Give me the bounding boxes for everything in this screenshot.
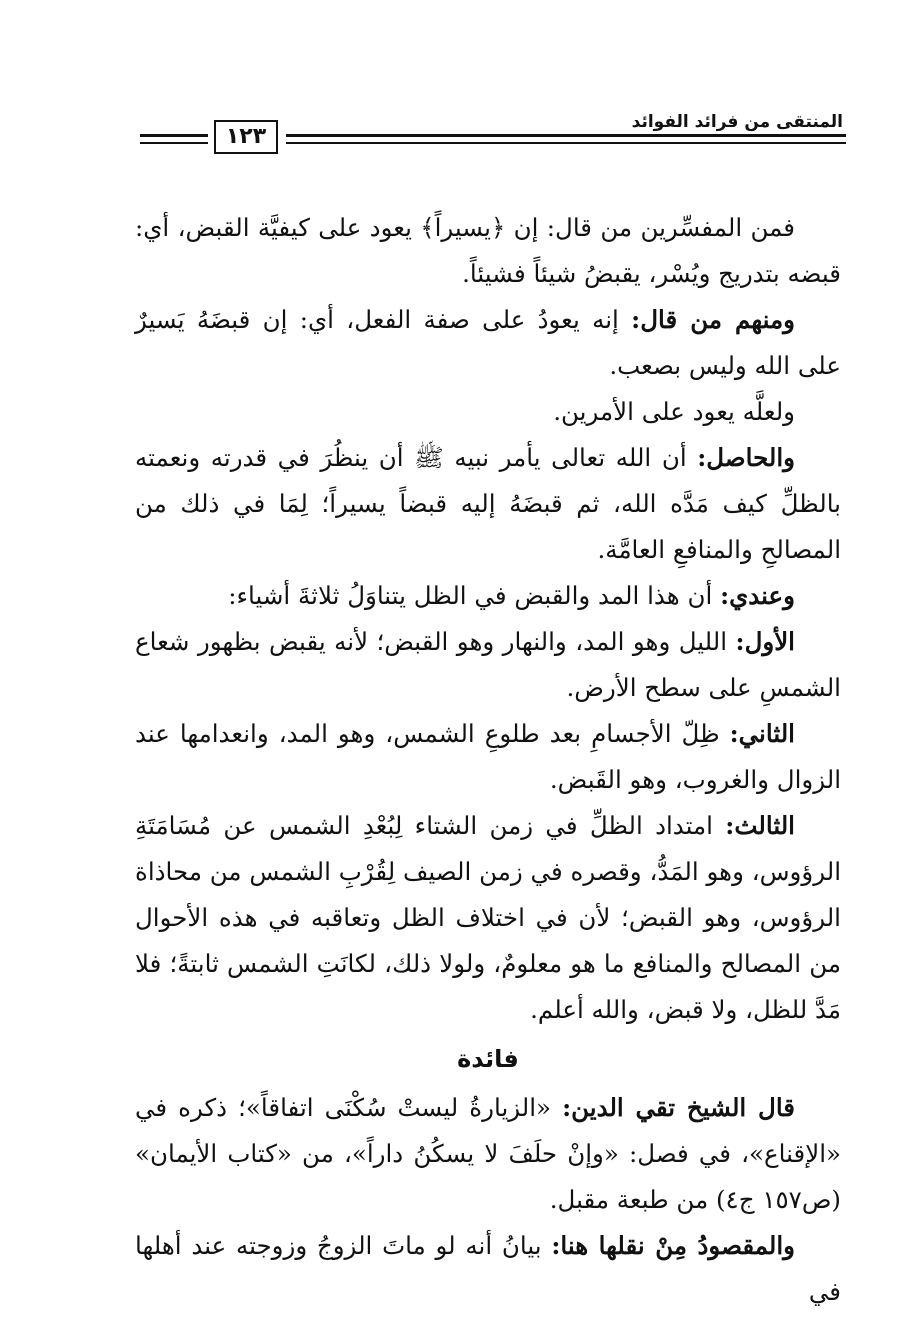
paragraph-text: امتداد الظلِّ في زمن الشتاء لِبُعْدِ الشمس عن مُسَامَتَةِ الرؤوس، وهو المَدُّ، وقصره في زمن الصيف لِقُرْبِ الشمس من محاذاة الرؤوس، وهو القبض؛ لأن في اختلاف الظل وتعاقبه في هذه الأحوال من المصالح والمنافع ما هو معلومٌ، ولولا ذلك، لكانَتِ الشمس ثابتةً؛ فلا مَدَّ للظل، ولا قبض، والله أعلم. bbox=[135, 811, 841, 1024]
paragraph bbox=[135, 435, 841, 573]
paragraph-text: أن الله تعالى يأمر نبيه ﷺ أن ينظُرَ في قدرته ونعمته بالظلِّ كيف مَدَّه الله، ثم قبضَهُ إليه قبضاً يسيراً؛ لِمَا في ذلك من المصالحِ والمنافعِ العامَّة. bbox=[135, 443, 841, 564]
paragraph-text: الليل وهو المد، والنهار وهو القبض؛ لأنه يقبض بظهور شعاع الشمسِ على سطح الأرض. bbox=[135, 627, 841, 702]
paragraph bbox=[135, 389, 841, 435]
header-rule bbox=[286, 134, 846, 137]
paragraph bbox=[135, 619, 841, 711]
paragraph-lead: الأول: bbox=[735, 627, 795, 656]
paragraph-text: بيانُ أنه لو ماتَ الزوجُ وزوجته عند أهلها في bbox=[135, 1231, 841, 1306]
paragraph bbox=[135, 1223, 841, 1315]
paragraph-text: ولعلَّه يعود على الأمرين. bbox=[553, 397, 795, 426]
paragraph-text: «الزيارةُ ليستْ سُكْنَى اتفاقاً»؛ ذكره في «الإقناع»، في فصل: «وإنْ حلَفَ لا يسكُنُ داراً»، من «كتاب الأيمان» (ص١٥٧ ج٤) من طبعة مقبل. bbox=[135, 1093, 841, 1214]
paragraph-lead: ومنهم من قال: bbox=[631, 305, 795, 334]
paragraph bbox=[135, 297, 841, 389]
paragraph-text: فمن المفسِّرين من قال: إن ﴿يسيراً﴾ يعود على كيفيَّة القبض، أي: قبضه بتدريج ويُسْر، يقبضُ شيئاً فشيئاً. bbox=[135, 213, 841, 288]
paragraph-text: ظِلّ الأجسامِ بعد طلوعِ الشمس، وهو المد، وانعدامها عند الزوال والغروب، وهو القَبض. bbox=[135, 719, 841, 794]
paragraph bbox=[135, 711, 841, 803]
header-rule bbox=[140, 134, 208, 137]
paragraph-lead: وعندي: bbox=[720, 581, 795, 610]
header-rule bbox=[140, 142, 208, 144]
paragraph-lead: والحاصل: bbox=[697, 443, 795, 472]
book-title: المنتقى من فرائد الفوائد bbox=[631, 112, 843, 132]
paragraph-lead: الثاني: bbox=[729, 719, 795, 748]
paragraph bbox=[135, 1085, 841, 1223]
paragraph bbox=[135, 205, 841, 297]
paragraph bbox=[135, 573, 841, 619]
paragraph-lead: الثالث: bbox=[725, 811, 795, 840]
paragraph-text: أن هذا المد والقبض في الظل يتناوَلُ ثلاثةَ أشياء: bbox=[228, 581, 721, 610]
section-heading: فائدة bbox=[457, 1045, 519, 1073]
paragraph-text: إنه يعودُ على صفة الفعل، أي: إن قبضَهُ يَسيرٌ على الله وليس بصعب. bbox=[135, 305, 841, 380]
paragraph-lead: قال الشيخ تقي الدين: bbox=[562, 1093, 795, 1122]
header-rule bbox=[286, 142, 846, 144]
page-number: ١٢٣ bbox=[214, 120, 278, 154]
page-body bbox=[135, 205, 841, 1315]
paragraph-lead: والمقصودُ مِنْ نقلها هنا: bbox=[551, 1231, 795, 1260]
paragraph bbox=[135, 803, 841, 1033]
